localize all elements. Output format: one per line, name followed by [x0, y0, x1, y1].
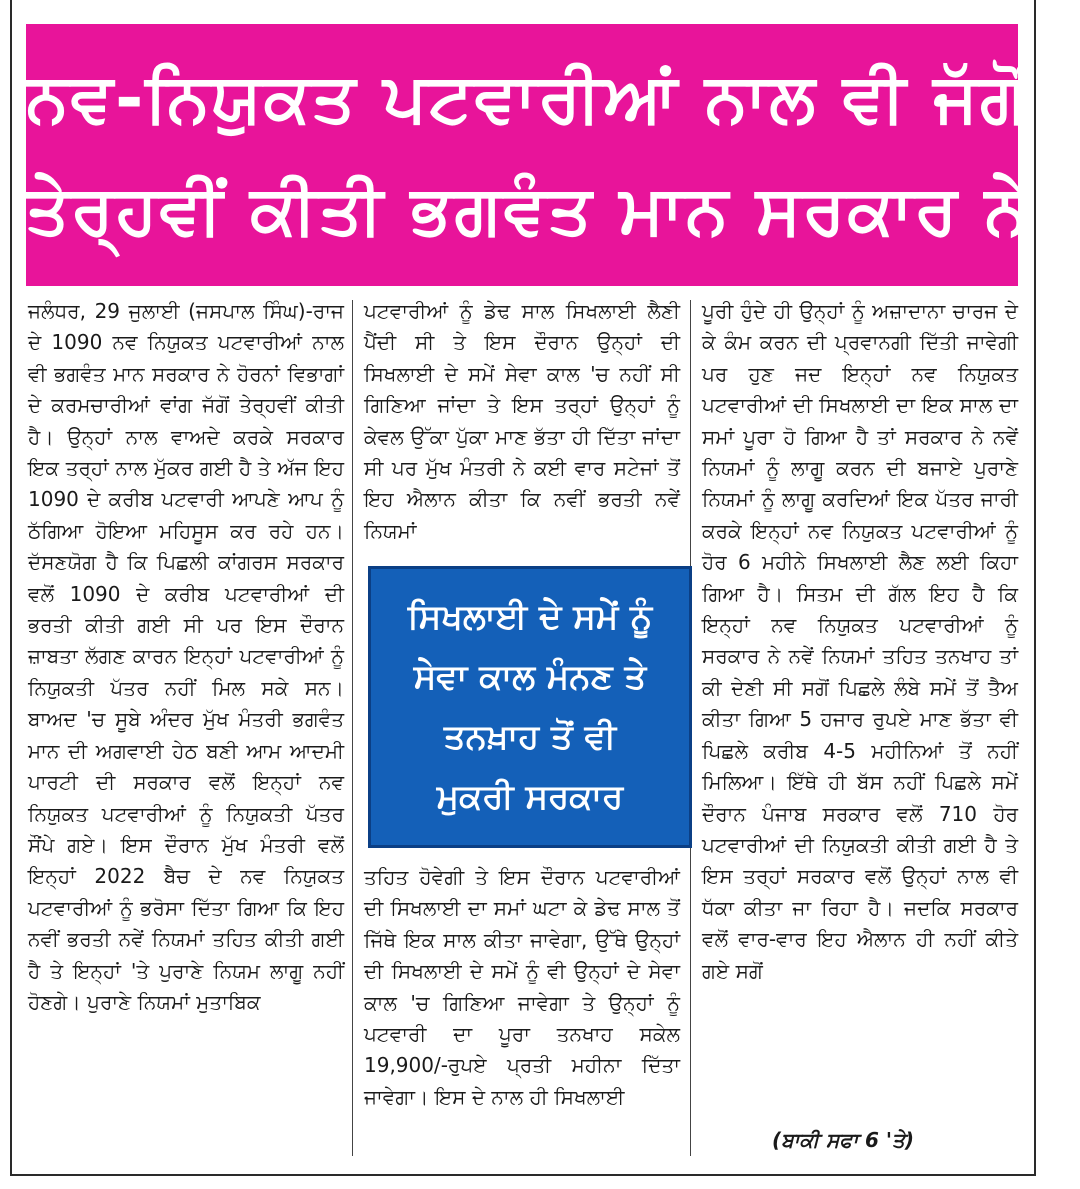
pull-quote-line-3: ਤਨਖ਼ਾਹ ਤੋਂ ਵੀ — [443, 717, 617, 757]
headline-banner — [26, 24, 1030, 286]
article-column-2-bottom — [364, 862, 680, 1113]
continued-on-page-note: (ਬਾਕੀ ਸਫਾ 6 'ਤੇ) — [772, 1128, 914, 1152]
pull-quote-line-1: ਸਿਖਲਾਈ ਦੇ ਸਮੇਂ ਨੂੰ — [407, 597, 653, 637]
headline-line-1: ਨਵ-ਨਿਯੁਕਤ ਪਟਵਾਰੀਆਂ ਨਾਲ ਵੀ ਜੱਗੋਂ — [26, 59, 1030, 138]
article-column-1 — [28, 296, 344, 1018]
column-2-bottom-text: ਤਹਿਤ ਹੋਵੇਗੀ ਤੇ ਇਸ ਦੌਰਾਨ ਪਟਵਾਰੀਆਂ ਦੀ ਸਿਖਲਾਈ ਦਾ ਸਮਾਂ ਘਟਾ ਕੇ ਡੇਢ ਸਾਲ ਤੋਂ ਜਿੱਥੇ ਇਕ ਸਾਲ ਕੀਤਾ ਜਾਵੇਗਾ, ਉੱਥੇ ਉਨ੍ਹਾਂ ਦੀ ਸਿਖਲਾਈ ਦੇ ਸਮੇਂ ਨੂੰ ਵੀ ਉਨ੍ਹਾਂ ਦੇ ਸੇਵਾ ਕਾਲ 'ਚ ਗਿਣਿਆ ਜਾਵੇਗਾ ਤੇ ਉਨ੍ਹਾਂ ਨੂੰ ਪਟਵਾਰੀ ਦਾ ਪੂਰਾ ਤਨਖਾਹ ਸਕੇਲ 19,900/-ਰੁਪਏ ਪ੍ਰਤੀ ਮਹੀਨਾ ਦਿੱਤਾ ਜਾਵੇਗਾ। ਇਸ ਦੇ ਨਾਲ ਹੀ ਸਿਖਲਾਈ — [364, 865, 680, 1109]
pull-quote-line-4: ਮੁਕਰੀ ਸਰਕਾਰ — [436, 777, 624, 817]
column-3-text: ਪੂਰੀ ਹੁੰਦੇ ਹੀ ਉਨ੍ਹਾਂ ਨੂੰ ਅਜ਼ਾਦਾਨਾ ਚਾਰਜ ਦੇ ਕੇ ਕੰਮ ਕਰਨ ਦੀ ਪ੍ਰਵਾਨਗੀ ਦਿੱਤੀ ਜਾਵੇਗੀ ਪਰ ਹੁਣ ਜਦ ਇਨ੍ਹਾਂ ਨਵ ਨਿਯੁਕਤ ਪਟਵਾਰੀਆਂ ਦੀ ਸਿਖਲਾਈ ਦਾ ਇਕ ਸਾਲ ਦਾ ਸਮਾਂ ਪੂਰਾ ਹੋ ਗਿਆ ਹੈ ਤਾਂ ਸਰਕਾਰ ਨੇ ਨਵੇਂ ਨਿਯਮਾਂ ਨੂੰ ਲਾਗੂ ਕਰਨ ਦੀ ਬਜਾਏ ਪੁਰਾਣੇ ਨਿਯਮਾਂ ਨੂੰ ਲਾਗੂ ਕਰਦਿਆਂ ਇਕ ਪੱਤਰ ਜਾਰੀ ਕਰਕੇ ਇਨ੍ਹਾਂ ਨਵ ਨਿਯੁਕਤ ਪਟਵਾਰੀਆਂ ਨੂੰ ਹੋਰ 6 ਮਹੀਨੇ ਸਿਖਲਾਈ ਲੈਣ ਲਈ ਕਿਹਾ ਗਿਆ ਹੈ। ਸਿਤਮ ਦੀ ਗੱਲ ਇਹ ਹੈ ਕਿ ਇਨ੍ਹਾਂ ਨਵ ਨਿਯੁਕਤ ਪਟਵਾਰੀਆਂ ਨੂੰ ਸਰਕਾਰ ਨੇ ਨਵੇਂ ਨਿਯਮਾਂ ਤਹਿਤ ਤਨਖਾਹ ਤਾਂ ਕੀ ਦੇਣੀ ਸੀ ਸਗੋਂ ਪਿਛਲੇ ਲੰਬੇ ਸਮੇਂ ਤੋਂ ਤੈਅ ਕੀਤਾ ਗਿਆ 5 ਹਜਾਰ ਰੁਪਏ ਮਾਣ ਭੱਤਾ ਵੀ ਪਿਛਲੇ ਕਰੀਬ 4-5 ਮਹੀਨਿਆਂ ਤੋਂ ਨਹੀਂ ਮਿਲਿਆ। ਇੱਥੇ ਹੀ ਬੱਸ ਨਹੀਂ ਪਿਛਲੇ ਸਮੇਂ ਦੌਰਾਨ ਪੰਜਾਬ ਸਰਕਾਰ ਵਲੋਂ 710 ਹੋਰ ਪਟਵਾਰੀਆਂ ਦੀ ਨਿਯੁਕਤੀ ਕੀਤੀ ਗਈ ਹੈ ਤੇ ਇਸ ਤਰ੍ਹਾਂ ਸਰਕਾਰ ਵਲੋਂ ਉਨ੍ਹਾਂ ਨਾਲ ਵੀ ਧੱਕਾ ਕੀਤਾ ਜਾ ਰਿਹਾ ਹੈ। ਜਦਕਿ ਸਰਕਾਰ ਵਲੋਂ ਵਾਰ-ਵਾਰ ਇਹ ਐਲਾਨ ਹੀ ਨਹੀਂ ਕੀਤੇ ਗਏ ਸਗੋਂ — [702, 299, 1018, 983]
pull-quote-line-2: ਸੇਵਾ ਕਾਲ ਮੰਨਣ ਤੇ — [413, 657, 647, 697]
column-divider — [352, 300, 353, 1156]
column-1-text: ਜਲੰਧਰ, 29 ਜੁਲਾਈ (ਜਸਪਾਲ ਸਿੰਘ)-ਰਾਜ ਦੇ 1090 ਨਵ ਨਿਯੁਕਤ ਪਟਵਾਰੀਆਂ ਨਾਲ ਵੀ ਭਗਵੰਤ ਮਾਨ ਸਰਕਾਰ ਨੇ ਹੋਰਨਾਂ ਵਿਭਾਗਾਂ ਦੇ ਕਰਮਚਾਰੀਆਂ ਵਾਂਗ ਜੱਗੋਂ ਤੇਰ੍ਹਵੀਂ ਕੀਤੀ ਹੈ। ਉਨ੍ਹਾਂ ਨਾਲ ਵਾਅਦੇ ਕਰਕੇ ਸਰਕਾਰ ਇਕ ਤਰ੍ਹਾਂ ਨਾਲ ਮੁੱਕਰ ਗਈ ਹੈ ਤੇ ਅੱਜ ਇਹ 1090 ਦੇ ਕਰੀਬ ਪਟਵਾਰੀ ਆਪਣੇ ਆਪ ਨੂੰ ਠੱਗਿਆ ਹੋਇਆ ਮਹਿਸੂਸ ਕਰ ਰਹੇ ਹਨ। ਦੱਸਣਯੋਗ ਹੈ ਕਿ ਪਿਛਲੀ ਕਾਂਗਰਸ ਸਰਕਾਰ ਵਲੋਂ 1090 ਦੇ ਕਰੀਬ ਪਟਵਾਰੀਆਂ ਦੀ ਭਰਤੀ ਕੀਤੀ ਗਈ ਸੀ ਪਰ ਇਸ ਦੌਰਾਨ ਜ਼ਾਬਤਾ ਲੱਗਣ ਕਾਰਨ ਇਨ੍ਹਾਂ ਪਟਵਾਰੀਆਂ ਨੂੰ ਨਿਯੁਕਤੀ ਪੱਤਰ ਨਹੀਂ ਮਿਲ ਸਕੇ ਸਨ। ਬਾਅਦ 'ਚ ਸੂਬੇ ਅੰਦਰ ਮੁੱਖ ਮੰਤਰੀ ਭਗਵੰਤ ਮਾਨ ਦੀ ਅਗਵਾਈ ਹੇਠ ਬਣੀ ਆਮ ਆਦਮੀ ਪਾਰਟੀ ਦੀ ਸਰਕਾਰ ਵਲੋਂ ਇਨ੍ਹਾਂ ਨਵ ਨਿਯੁਕਤ ਪਟਵਾਰੀਆਂ ਨੂੰ ਨਿਯੁਕਤੀ ਪੱਤਰ ਸੌਂਪੇ ਗਏ। ਇਸ ਦੌਰਾਨ ਮੁੱਖ ਮੰਤਰੀ ਵਲੋਂ ਇਨ੍ਹਾਂ 2022 ਬੈਚ ਦੇ ਨਵ ਨਿਯੁਕਤ ਪਟਵਾਰੀਆਂ ਨੂੰ ਭਰੋਸਾ ਦਿੱਤਾ ਗਿਆ ਕਿ ਇਹ ਨਵੀਂ ਭਰਤੀ ਨਵੇਂ ਨਿਯਮਾਂ ਤਹਿਤ ਕੀਤੀ ਗਈ ਹੈ ਤੇ ਇਨ੍ਹਾਂ 'ਤੇ ਪੁਰਾਣੇ ਨਿਯਮ ਲਾਗੂ ਨਹੀਂ ਹੋਣਗੇ। ਪੁਰਾਣੇ ਨਿਯਮਾਂ ਮੁਤਾਬਿਕ — [28, 299, 344, 1014]
article-column-2-top — [364, 296, 680, 547]
headline-line-2: ਤੇਰ੍ਹਵੀਂ ਕੀਤੀ ਭਗਵੰਤ ਮਾਨ ਸਰਕਾਰ ਨੇ — [26, 171, 1030, 250]
column-2-top-text: ਪਟਵਾਰੀਆਂ ਨੂੰ ਡੇਢ ਸਾਲ ਸਿਖਲਾਈ ਲੈਣੀ ਪੈਂਦੀ ਸੀ ਤੇ ਇਸ ਦੌਰਾਨ ਉਨ੍ਹਾਂ ਦੀ ਸਿਖਲਾਈ ਦੇ ਸਮੇਂ ਸੇਵਾ ਕਾਲ 'ਚ ਨਹੀਂ ਸੀ ਗਿਣਿਆ ਜਾਂਦਾ ਤੇ ਇਸ ਤਰ੍ਹਾਂ ਉਨ੍ਹਾਂ ਨੂੰ ਕੇਵਲ ਉੱਕਾ ਪੁੱਕਾ ਮਾਣ ਭੱਤਾ ਹੀ ਦਿੱਤਾ ਜਾਂਦਾ ਸੀ ਪਰ ਮੁੱਖ ਮੰਤਰੀ ਨੇ ਕਈ ਵਾਰ ਸਟੇਜਾਂ ਤੋਂ ਇਹ ਐਲਾਨ ਕੀਤਾ ਕਿ ਨਵੀਂ ਭਰਤੀ ਨਵੇਂ ਨਿਯਮਾਂ — [364, 299, 680, 543]
pull-quote-box — [368, 566, 692, 848]
article-column-3 — [702, 296, 1018, 987]
